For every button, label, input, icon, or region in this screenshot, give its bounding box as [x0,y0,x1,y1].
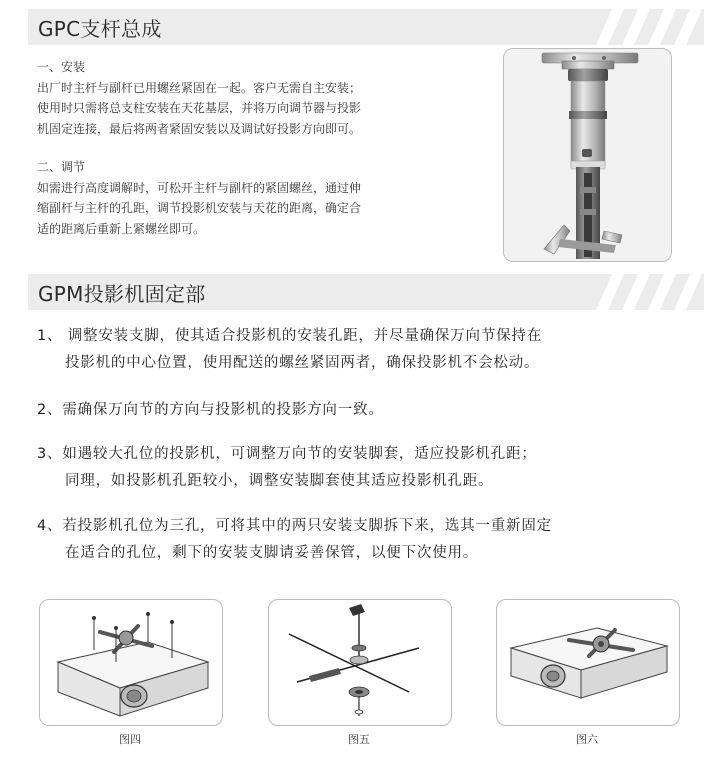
figure-5-caption: 图五 [348,733,370,746]
adjust-heading: 二、调节 [37,160,86,174]
figure-4-caption: 图四 [119,733,141,746]
figure-6 [496,599,680,726]
stripes-decoration-icon [584,9,704,45]
projector-with-bracket-image [40,600,222,725]
stripes-decoration-icon [584,274,704,310]
projector-mounted-image [497,600,679,725]
step-item [37,397,677,424]
step-line: 同理，如投影机孔距较小，调整安装脚套使其适应投影机孔距。 [65,473,494,489]
install-line: 出厂时主杆与副杆已用螺丝紧固在一起。客户无需自主安装； [37,80,362,95]
step-line: 投影机的中心位置，使用配送的螺丝紧固两者，确保投影机不会松动。 [65,355,540,371]
exploded-mount-diagram-image [269,600,451,725]
gpc-description [37,57,447,239]
gpm-section-header [28,274,704,310]
gpc-section-header [28,9,704,45]
adjust-line: 如需进行高度调解时，可松开主杆与副杆的紧固螺丝，通过伸 [37,180,362,195]
figure-6-caption: 图六 [576,733,598,746]
gpc-section-title: GPC支杆总成 [38,17,162,41]
adjust-line: 缩副杆与主杆的孔距，调节投影机安装与天花的距离，确定合 [37,201,362,215]
adjust-line: 适的距离后重新上紧螺丝即可。 [37,221,206,236]
step-item [37,441,677,495]
step-line: 4、若投影机孔位为三孔，可将其中的两只安装支脚拆下来，选其一重新固定 [37,518,552,534]
step-item [37,513,677,567]
step-line: 1、 调整安装支脚，使其适合投影机的安装孔距，并尽量确保万向节保持在 [37,328,543,344]
step-line: 在适合的孔位，剩下的安装支脚请妥善保管，以便下次使用。 [65,545,479,561]
install-line: 机固定连接，最后将两者紧固安装以及调试好投影方向即可。 [37,121,362,136]
step-line: 2、需确保万向节的方向与投影机的投影方向一致。 [37,402,384,418]
install-line: 使用时只需将总支柱安装在天花基层，并将万向调节器与投影 [37,101,362,115]
step-line: 3、如遇较大孔位的投影机，可调整万向节的安装脚套，适应投影机孔距； [37,446,537,462]
figure-5 [268,599,452,726]
pole-photo [503,48,672,262]
gpm-section-title: GPM投影机固定部 [38,282,206,306]
pole-assembly-image [504,49,671,261]
figure-4 [39,599,223,726]
step-item [37,323,677,377]
install-heading: 一、安装 [37,60,86,74]
